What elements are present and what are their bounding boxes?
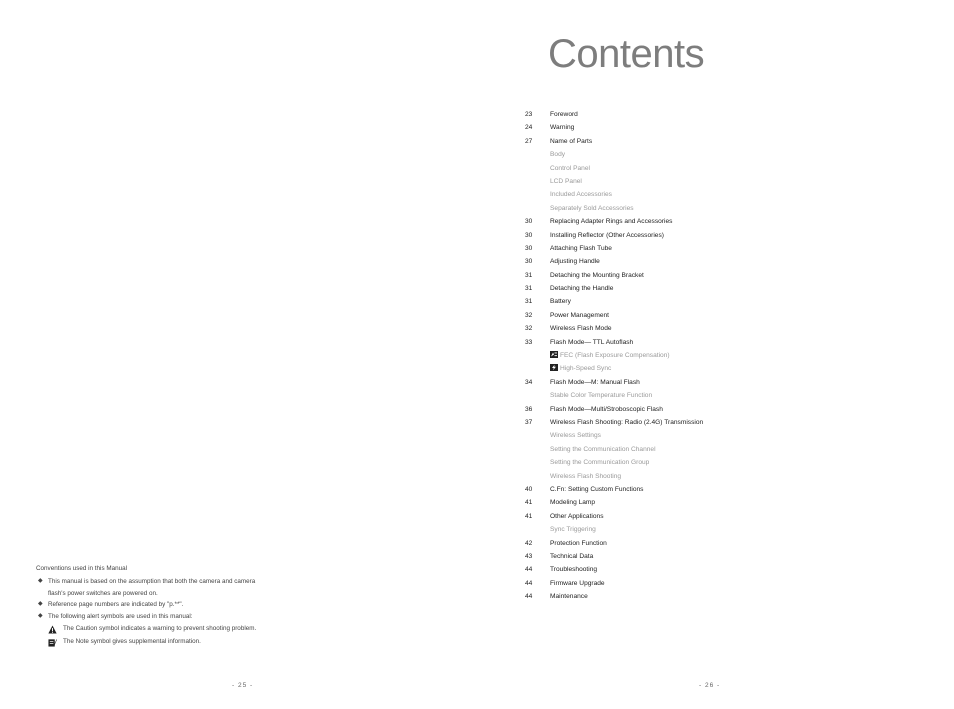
toc-label-text: Body bbox=[550, 151, 566, 159]
toc-page-number: 43 bbox=[525, 552, 533, 560]
toc-page-number: 31 bbox=[525, 298, 533, 306]
toc-label-text: Adjusting Handle bbox=[550, 258, 600, 266]
toc-page-number: 24 bbox=[525, 124, 533, 132]
toc-label bbox=[550, 577, 605, 590]
toc-label-text: Flash Mode—Multi/Stroboscopic Flash bbox=[550, 405, 663, 413]
toc-page-number: 36 bbox=[525, 405, 533, 413]
toc-label bbox=[550, 456, 649, 469]
toc-label bbox=[550, 470, 621, 483]
toc-label-text: Wireless Flash Shooting bbox=[550, 472, 622, 480]
toc-page-number: 41 bbox=[525, 499, 533, 507]
toc-label-text: Sync Triggering bbox=[550, 526, 596, 534]
toc-label bbox=[550, 590, 588, 603]
toc-label bbox=[550, 135, 592, 148]
toc-label bbox=[550, 242, 612, 255]
toc-label bbox=[550, 255, 600, 268]
toc-label-text: Installing Reflector (Other Accessories) bbox=[550, 231, 664, 239]
toc-label bbox=[550, 376, 640, 389]
toc-label bbox=[550, 443, 656, 456]
toc-label bbox=[550, 362, 611, 375]
toc-label-text: C.Fn: Setting Custom Functions bbox=[550, 485, 644, 493]
toc-label-text: Power Management bbox=[550, 311, 610, 319]
toc-label bbox=[550, 269, 644, 282]
toc-label bbox=[550, 523, 596, 536]
right-page bbox=[477, 0, 954, 709]
toc-page-number: 44 bbox=[525, 579, 533, 587]
toc-label-text: Replacing Adapter Rings and Accessories bbox=[550, 218, 673, 226]
bullet-icon: ◆ bbox=[38, 612, 43, 619]
conventions-section bbox=[36, 565, 256, 648]
toc-label bbox=[550, 389, 652, 402]
toc-label-text: Modeling Lamp bbox=[550, 499, 596, 507]
toc-label-text: Wireless Flash Shooting: Radio (2.4G) Transmission bbox=[550, 418, 704, 426]
toc-label bbox=[550, 550, 593, 563]
page-number: - 25 - bbox=[232, 682, 254, 689]
toc-label-text: Setting the Communication Group bbox=[550, 459, 650, 467]
toc-label-text: High-Speed Sync bbox=[560, 365, 612, 373]
toc-label-text: Protection Function bbox=[550, 539, 607, 547]
page-title: Contents bbox=[548, 32, 705, 76]
toc-label-text: Detaching the Handle bbox=[550, 285, 614, 293]
toc-label bbox=[550, 108, 578, 121]
toc-page-number: 40 bbox=[525, 485, 533, 493]
note-icon bbox=[48, 638, 57, 647]
toc-label-text: Stable Color Temperature Function bbox=[550, 392, 653, 400]
toc-page-number: 44 bbox=[525, 566, 533, 574]
conventions-text: The following alert symbols are used in this manual: bbox=[48, 612, 193, 620]
bullet-icon: ◆ bbox=[38, 601, 43, 607]
toc-label-text: Control Panel bbox=[550, 164, 590, 172]
toc-label-text: Wireless Flash Mode bbox=[550, 325, 612, 333]
toc-label bbox=[550, 162, 590, 175]
toc-label-text: Technical Data bbox=[550, 552, 594, 560]
toc-label bbox=[550, 429, 601, 442]
toc-label bbox=[550, 336, 633, 349]
caution-row bbox=[36, 623, 256, 635]
page-number: - 26 - bbox=[699, 682, 721, 689]
toc-label bbox=[550, 496, 595, 509]
toc-label-text: Separately Sold Accessories bbox=[550, 204, 634, 212]
toc-page-number: 30 bbox=[525, 258, 533, 266]
toc-label bbox=[550, 322, 612, 335]
toc-page-number: 31 bbox=[525, 271, 533, 279]
toc-label bbox=[550, 563, 597, 576]
toc-label bbox=[550, 510, 604, 523]
toc-page-number: 44 bbox=[525, 593, 533, 601]
toc-label-text: Included Accessories bbox=[550, 191, 612, 199]
fec-icon bbox=[550, 351, 558, 358]
toc-label bbox=[550, 215, 672, 228]
toc-page-number: 33 bbox=[525, 338, 533, 346]
conventions-text: flash's power switches are powered on. bbox=[48, 589, 158, 597]
toc-label bbox=[550, 295, 571, 308]
toc-label bbox=[550, 148, 565, 161]
toc-label-text: Name of Parts bbox=[550, 137, 593, 145]
toc-label-text: Setting the Communication Channel bbox=[550, 445, 656, 453]
toc-label-text: Detaching the Mounting Bracket bbox=[550, 271, 644, 279]
toc-page-number: 42 bbox=[525, 539, 533, 547]
conventions-title: Conventions used in this Manual bbox=[36, 565, 128, 572]
toc-label bbox=[550, 349, 670, 362]
conventions-bullet bbox=[36, 576, 256, 588]
toc-label bbox=[550, 282, 613, 295]
toc-label bbox=[550, 188, 612, 201]
toc-label-text: Warning bbox=[550, 124, 575, 132]
caution-icon bbox=[48, 625, 57, 634]
toc-label-text: Firmware Upgrade bbox=[550, 579, 605, 587]
toc-label bbox=[550, 537, 607, 550]
toc-label-text: Battery bbox=[550, 298, 571, 306]
toc-page-number: 31 bbox=[525, 285, 533, 293]
toc-page-number: 23 bbox=[525, 111, 533, 118]
toc-label bbox=[550, 202, 634, 215]
toc-label-text: Other Applications bbox=[550, 512, 604, 520]
toc-label-text: Wireless Settings bbox=[550, 432, 601, 440]
high-speed-sync-icon bbox=[550, 364, 558, 371]
toc-page-number: 37 bbox=[525, 418, 533, 426]
toc-label bbox=[550, 229, 664, 242]
toc-page-number: 41 bbox=[525, 512, 533, 520]
conventions-bullet bbox=[36, 611, 256, 623]
toc-label bbox=[550, 416, 703, 429]
toc-page-number: 34 bbox=[525, 378, 533, 386]
toc-page-number: 32 bbox=[525, 325, 533, 333]
toc-label-text: Troubleshooting bbox=[550, 566, 598, 574]
note-text: The Note symbol gives supplemental information. bbox=[63, 638, 201, 645]
bullet-icon: ◆ bbox=[38, 578, 43, 584]
conventions-bullet bbox=[36, 599, 256, 611]
toc-label-text: Foreword bbox=[550, 111, 578, 118]
toc-label-text: Maintenance bbox=[550, 593, 588, 601]
toc-page-number: 27 bbox=[525, 137, 533, 145]
toc-label-text: Flash Mode— TTL Autoflash bbox=[550, 338, 634, 346]
toc-label-text: LCD Panel bbox=[550, 177, 582, 185]
toc-label-text: Flash Mode—M: Manual Flash bbox=[550, 378, 640, 386]
toc-label bbox=[550, 121, 574, 134]
toc-label bbox=[550, 403, 663, 416]
toc-label bbox=[550, 175, 582, 188]
caution-text: The Caution symbol indicates a warning to prevent shooting problem. bbox=[63, 625, 257, 632]
toc-page-number: 32 bbox=[525, 311, 533, 319]
toc-label bbox=[550, 483, 643, 496]
toc-label-text: FEC (Flash Exposure Compensation) bbox=[560, 352, 670, 360]
note-row bbox=[36, 636, 256, 648]
toc-page-number: 30 bbox=[525, 218, 533, 226]
toc-page-number: 30 bbox=[525, 231, 533, 239]
conventions-text: This manual is based on the assumption that both the camera and camera bbox=[48, 578, 256, 585]
toc-page-number: 30 bbox=[525, 244, 533, 252]
toc-label-text: Attaching Flash Tube bbox=[550, 244, 612, 252]
conventions-text: Reference page numbers are indicated by "p.**". bbox=[48, 601, 184, 608]
toc-label bbox=[550, 309, 609, 322]
